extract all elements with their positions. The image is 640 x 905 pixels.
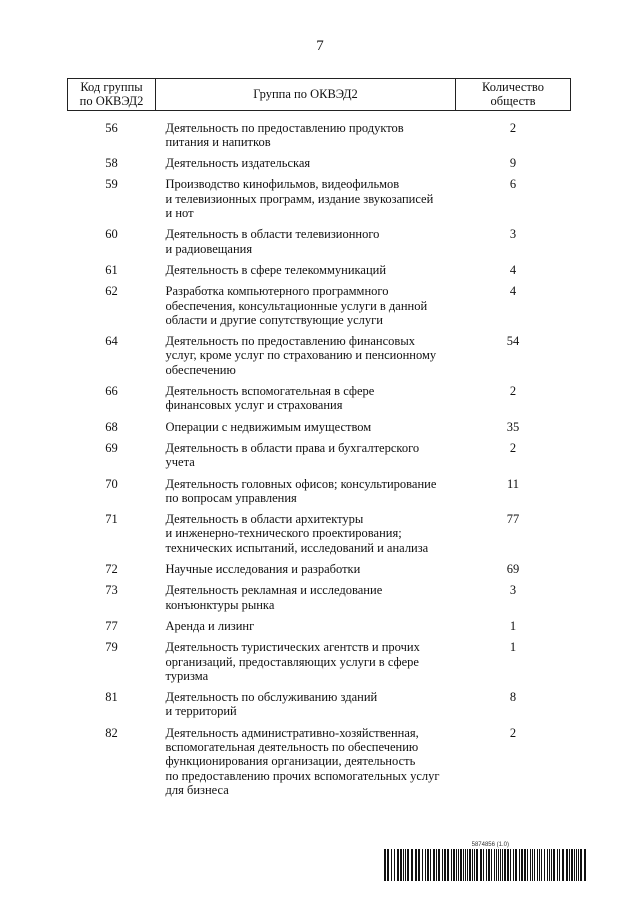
header-count: Количество обществ xyxy=(456,79,571,111)
row-code: 58 xyxy=(105,156,118,171)
barcode-bar xyxy=(422,849,423,881)
barcode-bar xyxy=(465,849,466,881)
row-count: 4 xyxy=(509,284,517,299)
row-count: 77 xyxy=(506,512,520,527)
table-row xyxy=(68,726,571,804)
row-code: 56 xyxy=(105,120,118,135)
row-count: 8 xyxy=(509,690,517,705)
barcode-bar xyxy=(486,849,487,881)
barcode-bar xyxy=(447,849,449,881)
barcode-bar xyxy=(578,849,579,881)
row-count: 2 xyxy=(509,725,517,740)
table-row xyxy=(68,690,571,726)
row-code: 68 xyxy=(105,419,118,434)
table-row xyxy=(68,583,571,619)
row-code: 82 xyxy=(105,725,118,740)
barcode-bar xyxy=(442,849,443,881)
table-row xyxy=(68,177,571,227)
row-group-name: Производство кинофильмов, видеофильмов и телевизионных программ, издание звукозаписей и нот xyxy=(165,177,434,221)
barcode-bar xyxy=(438,849,440,881)
barcode-bar xyxy=(553,849,555,881)
barcode-bar xyxy=(444,849,446,881)
okved-table-container xyxy=(67,78,570,804)
page-number: 7 xyxy=(316,38,324,54)
table-row xyxy=(68,477,571,513)
barcode-bar xyxy=(498,849,499,881)
row-group-name: Деятельность головных офисов; консультирование по вопросам управления xyxy=(165,476,437,505)
header-code: Код группы по ОКВЭД2 xyxy=(68,79,156,111)
barcode-bar xyxy=(504,849,506,881)
row-code: 69 xyxy=(105,440,118,455)
row-code: 59 xyxy=(105,177,118,192)
row-count: 54 xyxy=(506,334,520,349)
row-count: 1 xyxy=(509,618,517,633)
row-group-name: Деятельность издательская xyxy=(165,156,311,171)
table-row xyxy=(68,110,571,156)
barcode-bar xyxy=(530,849,531,881)
barcode-bar xyxy=(571,849,573,881)
barcode-bar xyxy=(500,849,501,881)
barcode-bar xyxy=(433,849,435,881)
row-group-name: Операции с недвижимым имуществом xyxy=(165,419,372,434)
barcode-bar xyxy=(576,849,577,881)
barcode-bar xyxy=(425,849,426,881)
barcode-bar xyxy=(574,849,575,881)
row-group-name: Деятельность в области права и бухгалтерского учета xyxy=(165,440,420,470)
barcode-bar xyxy=(403,849,404,881)
barcode-bar xyxy=(456,849,457,881)
barcode-bar xyxy=(549,849,550,881)
row-code: 72 xyxy=(105,562,118,577)
barcode-bar xyxy=(584,849,586,881)
row-group-name: Деятельность вспомогательная в сфере финансовых услуг и страхования xyxy=(165,384,375,413)
table-row xyxy=(68,619,571,640)
table-row xyxy=(68,562,571,583)
barcode-bar xyxy=(451,849,452,881)
barcode-bar xyxy=(496,849,497,881)
row-count: 4 xyxy=(509,262,517,277)
barcode-bar xyxy=(453,849,455,881)
barcode-bar xyxy=(411,849,413,881)
header-group: Группа по ОКВЭД2 xyxy=(156,79,456,111)
barcode-bar xyxy=(502,849,503,881)
barcode-bar xyxy=(569,849,570,881)
table-row xyxy=(68,640,571,690)
row-code: 77 xyxy=(105,618,118,633)
barcode-bar xyxy=(519,849,520,881)
row-group-name: Деятельность туристических агентств и прочих организаций, предоставляющих услуги в сфере туризма xyxy=(165,640,420,683)
table-row xyxy=(68,227,571,263)
row-group-name: Деятельность административно-хозяйственная, вспомогательная деятельность по обеспечению функционирования организации, деятельность по предоставлению прочих вспомогательных услуг для бизнеса xyxy=(165,725,440,797)
row-code: 81 xyxy=(105,690,118,705)
barcode-bar xyxy=(491,849,492,881)
row-count: 9 xyxy=(509,156,517,171)
row-count: 69 xyxy=(506,562,520,577)
barcode-bar xyxy=(534,849,535,881)
barcode-bar xyxy=(400,849,402,881)
row-count: 2 xyxy=(509,384,517,399)
barcode-bar xyxy=(507,849,509,881)
table-row xyxy=(68,384,571,420)
barcode-bar xyxy=(510,849,511,881)
barcode-bar xyxy=(515,849,517,881)
barcode-bar xyxy=(483,849,484,881)
row-code: 62 xyxy=(105,284,118,299)
barcode-bar xyxy=(562,849,564,881)
table-body xyxy=(68,110,571,804)
table-row xyxy=(68,263,571,284)
barcode-bar xyxy=(547,849,548,881)
barcode-bar xyxy=(463,849,464,881)
row-count: 1 xyxy=(509,640,517,655)
barcode-bar xyxy=(458,849,459,881)
row-code: 66 xyxy=(105,384,118,399)
row-code: 70 xyxy=(105,476,118,491)
row-code: 64 xyxy=(105,334,118,349)
row-group-name: Разработка компьютерного программного обеспечения, консультационные услуги в данной области и другие сопутствующие услуги xyxy=(165,284,428,327)
row-count: 3 xyxy=(509,227,517,242)
row-code: 61 xyxy=(105,262,118,277)
row-group-name: Деятельность по предоставлению финансовых услуг, кроме услуг по страхованию и пенсионному обеспечению xyxy=(165,334,437,377)
row-count: 3 xyxy=(509,583,517,598)
barcode-bar xyxy=(476,849,478,881)
barcode-bar xyxy=(524,849,526,881)
row-code: 73 xyxy=(105,583,118,598)
row-code: 71 xyxy=(105,512,118,527)
barcode-bar xyxy=(397,849,399,881)
barcode-bar xyxy=(580,849,582,881)
row-code: 60 xyxy=(105,227,118,242)
barcode-bar xyxy=(521,849,523,881)
barcode-bar xyxy=(469,849,471,881)
barcode-bar xyxy=(415,849,417,881)
table-row xyxy=(68,512,571,562)
barcode-image xyxy=(384,849,589,881)
barcode-bar xyxy=(418,849,420,881)
barcode-bar xyxy=(494,849,495,881)
row-count: 11 xyxy=(506,476,520,491)
barcode-bar xyxy=(532,849,533,881)
row-count: 35 xyxy=(506,419,520,434)
row-group-name: Деятельность по обслуживанию зданий и территорий xyxy=(165,690,378,719)
row-code: 79 xyxy=(105,640,118,655)
barcode-bar xyxy=(427,849,429,881)
row-group-name: Деятельность по предоставлению продуктов питания и напитков xyxy=(165,120,404,149)
table-row xyxy=(68,420,571,441)
table-row xyxy=(68,441,571,477)
row-count: 6 xyxy=(509,177,517,192)
barcode-bar xyxy=(488,849,490,881)
barcode-bar xyxy=(544,849,545,881)
barcode-bar xyxy=(472,849,473,881)
barcode-bar xyxy=(407,849,409,881)
barcode-bar xyxy=(559,849,560,881)
barcode-bar xyxy=(474,849,475,881)
barcode-bar xyxy=(527,849,528,881)
row-group-name: Деятельность в области архитектуры и инженерно-технического проектирования; технических испытаний, исследований и анализа xyxy=(165,512,429,555)
table-header-row xyxy=(68,79,571,111)
barcode-bar xyxy=(467,849,468,881)
row-count: 2 xyxy=(509,440,517,455)
barcode-bar xyxy=(551,849,552,881)
barcode-bar xyxy=(513,849,514,881)
barcode-bar xyxy=(566,849,568,881)
barcode-bar xyxy=(541,849,542,881)
barcode-bar xyxy=(436,849,437,881)
barcode-bar xyxy=(405,849,406,881)
barcode-bar xyxy=(430,849,431,881)
barcode-bar xyxy=(557,849,558,881)
row-group-name: Деятельность рекламная и исследование конъюнктуры рынка xyxy=(165,583,383,612)
barcode-bar xyxy=(537,849,538,881)
row-group-name: Научные исследования и разработки xyxy=(165,562,361,577)
row-count: 2 xyxy=(509,120,517,135)
row-group-name: Деятельность в сфере телекоммуникаций xyxy=(165,262,387,277)
okved-table xyxy=(67,78,571,804)
barcode-label: 5874856 (1.0) xyxy=(471,842,509,848)
row-group-name: Аренда и лизинг xyxy=(165,618,255,633)
table-row xyxy=(68,334,571,384)
table-row xyxy=(68,284,571,334)
table-row xyxy=(68,156,571,177)
row-group-name: Деятельность в области телевизионного и радиовещания xyxy=(165,227,380,256)
barcode-block xyxy=(384,842,589,881)
barcode-bar xyxy=(480,849,482,881)
barcode-bar xyxy=(387,849,389,881)
barcode-bar xyxy=(394,849,395,881)
barcode-bar xyxy=(391,849,392,881)
barcode-bar xyxy=(539,849,540,881)
barcode-bar xyxy=(384,849,386,881)
barcode-bar xyxy=(460,849,462,881)
